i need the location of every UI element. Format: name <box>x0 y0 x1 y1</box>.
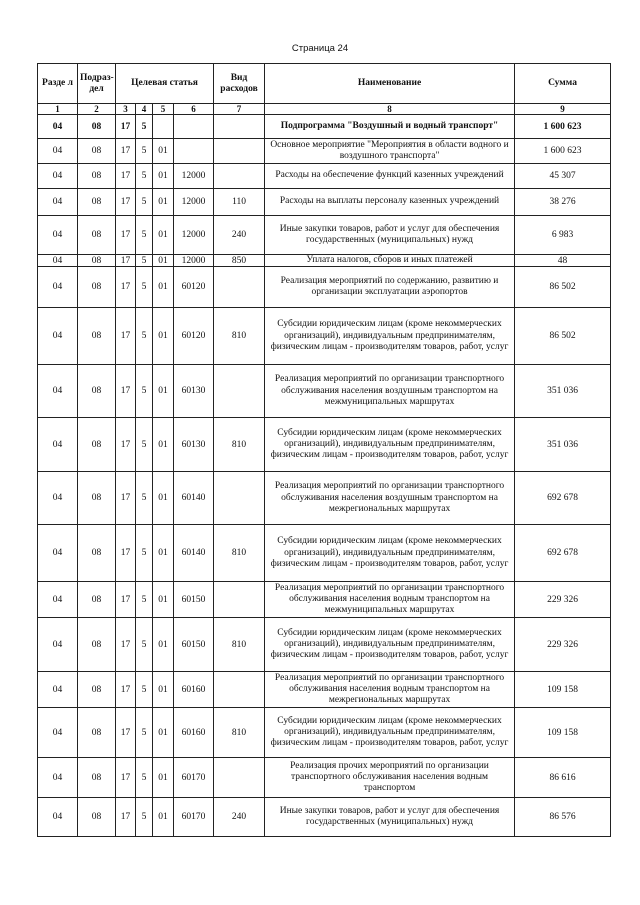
cell-name: Субсидии юридическим лицам (кроме некоммерческих организаций), индивидуальным предпринимателям, физическим лицам - производителям товаров, работ, услуг <box>265 308 515 365</box>
cell-target-4: 5 <box>136 164 153 189</box>
cell-podrazdel: 08 <box>78 525 116 582</box>
cell-target-3: 17 <box>116 189 136 216</box>
cell-razdel: 04 <box>38 525 78 582</box>
cell-expense-type: 810 <box>214 525 265 582</box>
cell-razdel: 04 <box>38 308 78 365</box>
budget-table <box>37 63 611 837</box>
cell-target-4: 5 <box>136 308 153 365</box>
header-name: Наименование <box>265 64 515 104</box>
cell-name: Субсидии юридическим лицам (кроме некоммерческих организаций), индивидуальным предпринимателям, физическим лицам - производителям товаров, работ, услуг <box>265 618 515 672</box>
table-body <box>38 115 611 837</box>
cell-target-3: 17 <box>116 255 136 267</box>
cell-target-3: 17 <box>116 798 136 837</box>
cell-target-5: 01 <box>153 216 174 255</box>
cell-target-3: 17 <box>116 708 136 758</box>
cell-name: Реализация мероприятий по организации транспортного обслуживания населения воздушным транспортом на межмуниципальных маршрутах <box>265 365 515 418</box>
cell-target-6 <box>174 115 214 139</box>
cell-target-6: 60170 <box>174 798 214 837</box>
cell-target-4: 5 <box>136 618 153 672</box>
cell-expense-type <box>214 582 265 618</box>
cell-target-3: 17 <box>116 525 136 582</box>
cell-target-6: 60130 <box>174 365 214 418</box>
table-row <box>38 267 611 308</box>
table-row <box>38 418 611 472</box>
header-podrazdel: Подраз- дел <box>78 64 116 104</box>
cell-name: Субсидии юридическим лицам (кроме некоммерческих организаций), индивидуальным предпринимателям, физическим лицам - производителям товаров, работ, услуг <box>265 418 515 472</box>
cell-sum: 109 158 <box>515 708 611 758</box>
cell-podrazdel: 08 <box>78 618 116 672</box>
cell-sum: 351 036 <box>515 418 611 472</box>
cell-target-3: 17 <box>116 672 136 708</box>
cell-podrazdel: 08 <box>78 139 116 164</box>
cell-target-3: 17 <box>116 365 136 418</box>
header-row <box>38 64 611 104</box>
cell-podrazdel: 08 <box>78 115 116 139</box>
cell-name: Реализация мероприятий по организации транспортного обслуживания населения водным транспортом на межрегиональных маршрутах <box>265 672 515 708</box>
cell-target-6 <box>174 139 214 164</box>
col-number: 9 <box>515 104 611 115</box>
cell-name: Иные закупки товаров, работ и услуг для обеспечения государственных (муниципальных) нужд <box>265 216 515 255</box>
cell-target-5: 01 <box>153 758 174 798</box>
cell-target-3: 17 <box>116 139 136 164</box>
cell-sum: 692 678 <box>515 525 611 582</box>
cell-name: Уплата налогов, сборов и иных платежей <box>265 255 515 267</box>
cell-target-6: 60160 <box>174 672 214 708</box>
cell-podrazdel: 08 <box>78 672 116 708</box>
cell-razdel: 04 <box>38 672 78 708</box>
cell-target-4: 5 <box>136 189 153 216</box>
cell-target-6: 12000 <box>174 255 214 267</box>
cell-sum: 109 158 <box>515 672 611 708</box>
col-number: 4 <box>136 104 153 115</box>
table-row <box>38 708 611 758</box>
cell-target-6: 60140 <box>174 472 214 525</box>
cell-sum: 1 600 623 <box>515 139 611 164</box>
col-number: 2 <box>78 104 116 115</box>
cell-target-4: 5 <box>136 216 153 255</box>
cell-razdel: 04 <box>38 189 78 216</box>
cell-target-6: 60140 <box>174 525 214 582</box>
cell-expense-type <box>214 472 265 525</box>
table-row <box>38 472 611 525</box>
cell-razdel: 04 <box>38 708 78 758</box>
cell-sum: 86 502 <box>515 308 611 365</box>
cell-target-5: 01 <box>153 472 174 525</box>
cell-sum: 38 276 <box>515 189 611 216</box>
cell-expense-type: 240 <box>214 216 265 255</box>
cell-target-6: 60120 <box>174 267 214 308</box>
cell-target-5: 01 <box>153 708 174 758</box>
table-row <box>38 255 611 267</box>
cell-sum: 86 576 <box>515 798 611 837</box>
table-row <box>38 672 611 708</box>
col-number: 1 <box>38 104 78 115</box>
cell-target-4: 5 <box>136 139 153 164</box>
cell-target-5: 01 <box>153 267 174 308</box>
table-row <box>38 164 611 189</box>
col-number: 3 <box>116 104 136 115</box>
table-row <box>38 618 611 672</box>
table-row <box>38 525 611 582</box>
cell-podrazdel: 08 <box>78 267 116 308</box>
cell-target-5: 01 <box>153 798 174 837</box>
cell-target-5: 01 <box>153 582 174 618</box>
cell-target-5: 01 <box>153 525 174 582</box>
table-row <box>38 758 611 798</box>
cell-target-6: 12000 <box>174 216 214 255</box>
cell-target-6: 60130 <box>174 418 214 472</box>
col-number: 6 <box>174 104 214 115</box>
cell-target-5: 01 <box>153 255 174 267</box>
cell-target-6: 60160 <box>174 708 214 758</box>
table-row <box>38 365 611 418</box>
cell-razdel: 04 <box>38 139 78 164</box>
cell-target-4: 5 <box>136 672 153 708</box>
cell-target-4: 5 <box>136 365 153 418</box>
table-row <box>38 189 611 216</box>
cell-sum: 86 502 <box>515 267 611 308</box>
cell-sum: 692 678 <box>515 472 611 525</box>
cell-target-4: 5 <box>136 708 153 758</box>
cell-target-5: 01 <box>153 164 174 189</box>
cell-podrazdel: 08 <box>78 164 116 189</box>
cell-sum: 45 307 <box>515 164 611 189</box>
cell-target-4: 5 <box>136 418 153 472</box>
cell-target-4: 5 <box>136 472 153 525</box>
cell-podrazdel: 08 <box>78 308 116 365</box>
cell-target-6: 60170 <box>174 758 214 798</box>
page-number-label: Страница 24 <box>291 43 349 54</box>
cell-target-3: 17 <box>116 472 136 525</box>
cell-razdel: 04 <box>38 115 78 139</box>
cell-target-3: 17 <box>116 164 136 189</box>
cell-podrazdel: 08 <box>78 798 116 837</box>
cell-expense-type: 810 <box>214 618 265 672</box>
cell-expense-type: 110 <box>214 189 265 216</box>
cell-name: Субсидии юридическим лицам (кроме некоммерческих организаций), индивидуальным предпринимателям, физическим лицам - производителям товаров, работ, услуг <box>265 525 515 582</box>
cell-target-4: 5 <box>136 758 153 798</box>
cell-target-6: 60150 <box>174 582 214 618</box>
cell-target-6: 60150 <box>174 618 214 672</box>
cell-target-3: 17 <box>116 267 136 308</box>
cell-expense-type: 810 <box>214 418 265 472</box>
cell-podrazdel: 08 <box>78 472 116 525</box>
cell-target-4: 5 <box>136 115 153 139</box>
table-row <box>38 115 611 139</box>
cell-podrazdel: 08 <box>78 365 116 418</box>
cell-razdel: 04 <box>38 758 78 798</box>
cell-name: Иные закупки товаров, работ и услуг для обеспечения государственных (муниципальных) нужд <box>265 798 515 837</box>
cell-target-3: 17 <box>116 216 136 255</box>
cell-razdel: 04 <box>38 798 78 837</box>
cell-name: Реализация мероприятий по организации транспортного обслуживания населения воздушным транспортом на межрегиональных маршрутах <box>265 472 515 525</box>
cell-target-5: 01 <box>153 418 174 472</box>
cell-target-5: 01 <box>153 139 174 164</box>
table-row <box>38 582 611 618</box>
column-number-row <box>38 104 611 115</box>
header-target-article: Целевая статья <box>116 64 214 104</box>
cell-podrazdel: 08 <box>78 708 116 758</box>
cell-sum: 6 983 <box>515 216 611 255</box>
cell-expense-type <box>214 267 265 308</box>
cell-target-5: 01 <box>153 672 174 708</box>
cell-expense-type: 810 <box>214 308 265 365</box>
cell-target-3: 17 <box>116 418 136 472</box>
cell-expense-type <box>214 672 265 708</box>
cell-target-5: 01 <box>153 365 174 418</box>
cell-name: Реализация прочих мероприятий по организации транспортного обслуживания населения водным транспортом <box>265 758 515 798</box>
cell-expense-type: 240 <box>214 798 265 837</box>
cell-name: Реализация мероприятий по содержанию, развитию и организации эксплуатации аэропортов <box>265 267 515 308</box>
cell-target-4: 5 <box>136 525 153 582</box>
cell-target-3: 17 <box>116 582 136 618</box>
table-row <box>38 139 611 164</box>
cell-razdel: 04 <box>38 164 78 189</box>
cell-target-6: 12000 <box>174 164 214 189</box>
col-number: 5 <box>153 104 174 115</box>
cell-target-5: 01 <box>153 308 174 365</box>
cell-sum: 351 036 <box>515 365 611 418</box>
cell-sum: 86 616 <box>515 758 611 798</box>
cell-name: Подпрограмма "Воздушный и водный транспорт" <box>265 115 515 139</box>
cell-target-4: 5 <box>136 267 153 308</box>
cell-sum: 1 600 623 <box>515 115 611 139</box>
cell-name: Расходы на обеспечение функций казенных учреждений <box>265 164 515 189</box>
cell-expense-type <box>214 164 265 189</box>
cell-razdel: 04 <box>38 216 78 255</box>
cell-name: Расходы на выплаты персоналу казенных учреждений <box>265 189 515 216</box>
cell-razdel: 04 <box>38 418 78 472</box>
cell-razdel: 04 <box>38 618 78 672</box>
cell-podrazdel: 08 <box>78 758 116 798</box>
cell-sum: 229 326 <box>515 618 611 672</box>
cell-expense-type <box>214 758 265 798</box>
cell-name: Основное мероприятие "Мероприятия в области водного и воздушного транспорта" <box>265 139 515 164</box>
header-expense-type: Вид расходов <box>214 64 265 104</box>
cell-target-6: 60120 <box>174 308 214 365</box>
table-row <box>38 216 611 255</box>
cell-target-3: 17 <box>116 115 136 139</box>
cell-podrazdel: 08 <box>78 255 116 267</box>
cell-expense-type <box>214 139 265 164</box>
cell-target-5: 01 <box>153 189 174 216</box>
cell-podrazdel: 08 <box>78 418 116 472</box>
col-number: 7 <box>214 104 265 115</box>
cell-expense-type <box>214 115 265 139</box>
cell-expense-type: 850 <box>214 255 265 267</box>
cell-razdel: 04 <box>38 365 78 418</box>
cell-name: Субсидии юридическим лицам (кроме некоммерческих организаций), индивидуальным предпринимателям, физическим лицам - производителям товаров, работ, услуг <box>265 708 515 758</box>
cell-target-3: 17 <box>116 618 136 672</box>
cell-target-4: 5 <box>136 582 153 618</box>
cell-name: Реализация мероприятий по организации транспортного обслуживания населения водным транспортом на межмуниципальных маршрутах <box>265 582 515 618</box>
cell-razdel: 04 <box>38 582 78 618</box>
cell-podrazdel: 08 <box>78 216 116 255</box>
cell-razdel: 04 <box>38 255 78 267</box>
header-razdel: Разде л <box>38 64 78 104</box>
cell-sum: 229 326 <box>515 582 611 618</box>
header-sum: Сумма <box>515 64 611 104</box>
cell-target-5: 01 <box>153 618 174 672</box>
table-row <box>38 798 611 837</box>
cell-expense-type <box>214 365 265 418</box>
cell-target-3: 17 <box>116 308 136 365</box>
cell-expense-type: 810 <box>214 708 265 758</box>
cell-target-5 <box>153 115 174 139</box>
cell-razdel: 04 <box>38 267 78 308</box>
cell-target-6: 12000 <box>174 189 214 216</box>
col-number: 8 <box>265 104 515 115</box>
table-row <box>38 308 611 365</box>
cell-target-4: 5 <box>136 255 153 267</box>
cell-podrazdel: 08 <box>78 582 116 618</box>
cell-target-4: 5 <box>136 798 153 837</box>
cell-podrazdel: 08 <box>78 189 116 216</box>
cell-target-3: 17 <box>116 758 136 798</box>
cell-sum: 48 <box>515 255 611 267</box>
cell-razdel: 04 <box>38 472 78 525</box>
